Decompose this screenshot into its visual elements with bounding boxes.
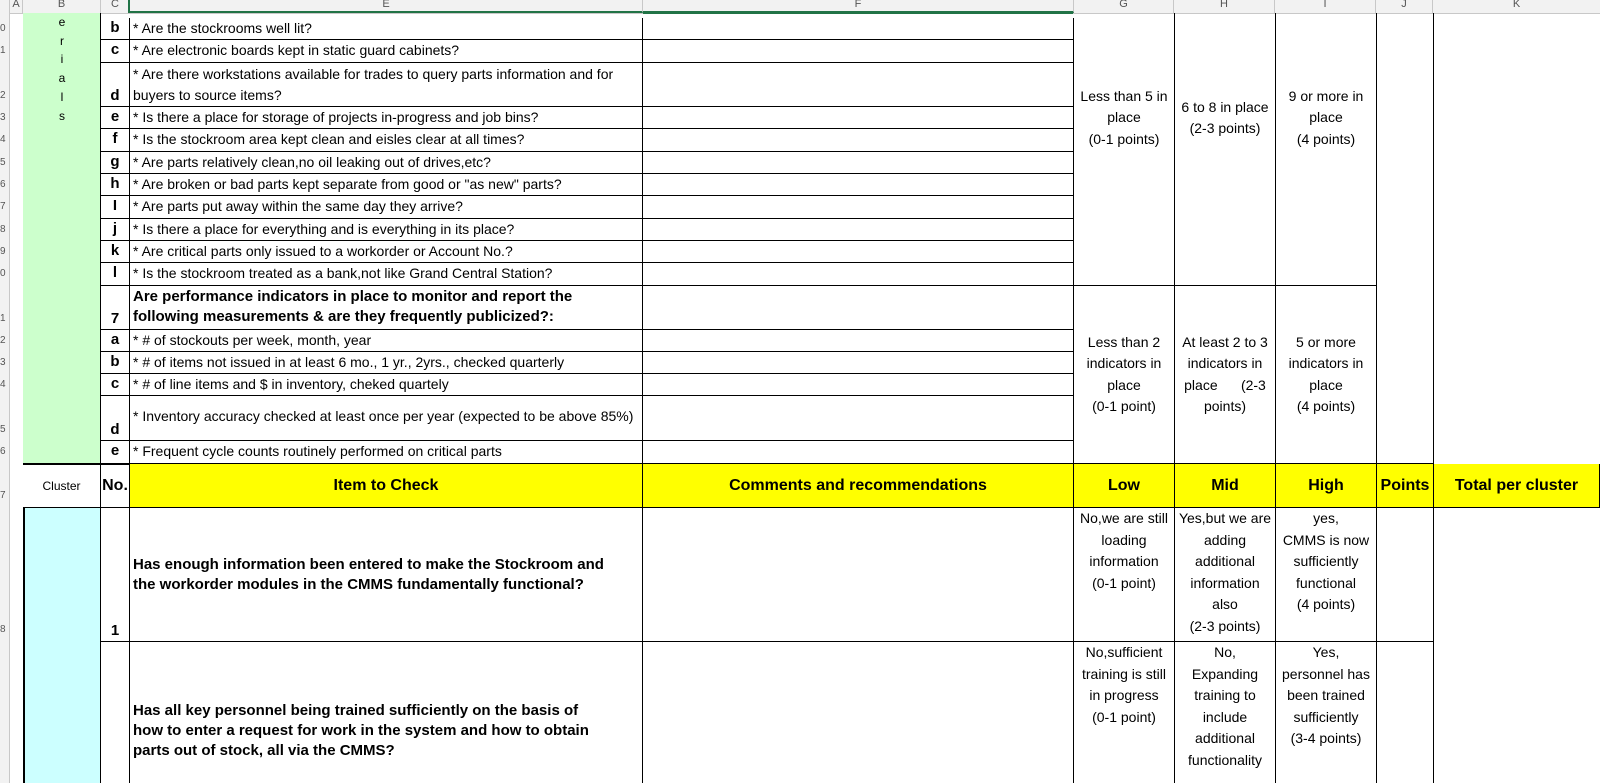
- row-number[interactable]: 4: [0, 135, 6, 145]
- question-line: Has enough information been entered to make the Stockroom and: [133, 555, 604, 573]
- header-total-per-cluster[interactable]: Total per cluster: [1434, 464, 1600, 508]
- item-letter[interactable]: d: [101, 63, 130, 107]
- mid-criteria-cell[interactable]: [1175, 508, 1276, 642]
- item-text[interactable]: * # of line items and $ in inventory, cheked quartely: [130, 374, 643, 396]
- row-number[interactable]: 5: [0, 425, 6, 435]
- criteria-line: points): [1203, 398, 1247, 414]
- column-header-e[interactable]: E: [130, 0, 643, 13]
- row-number[interactable]: 6: [0, 180, 6, 190]
- item-text[interactable]: * # of items not issued in at least 6 mo., 1 yr., 2yrs., checked quarterly: [130, 352, 643, 374]
- points-cell[interactable]: [1377, 642, 1434, 783]
- criteria-line: 9 or more in: [1288, 87, 1364, 104]
- comments-cell[interactable]: [643, 40, 1074, 63]
- row-number[interactable]: 9: [0, 247, 6, 257]
- item-letter[interactable]: l: [101, 263, 130, 286]
- question-line: the workorder modules in the CMMS fundamentally functional?: [133, 575, 584, 593]
- item-letter[interactable]: c: [101, 40, 130, 63]
- criteria-line: Yes,but we are: [1178, 510, 1272, 526]
- item-text[interactable]: * Frequent cycle counts routinely performed on critical parts: [130, 441, 643, 464]
- total-cell[interactable]: [1434, 13, 1600, 464]
- item-letter[interactable]: k: [101, 241, 130, 263]
- criteria-line: Yes,: [1312, 644, 1340, 660]
- column-header-f[interactable]: F: [643, 0, 1074, 13]
- row-number[interactable]: 2: [0, 336, 6, 346]
- criteria-line: (2-3 points): [1189, 617, 1261, 634]
- criteria-line: place: [1107, 109, 1141, 126]
- criteria-line: (0-1 point): [1092, 398, 1156, 414]
- comments-cell[interactable]: [643, 129, 1074, 152]
- mid-criteria-cell[interactable]: [1175, 286, 1276, 464]
- header-points[interactable]: Points: [1377, 464, 1434, 508]
- comments-cell[interactable]: [643, 152, 1074, 174]
- item-text-multiline[interactable]: [130, 63, 643, 107]
- vertical-letter: a: [58, 71, 66, 86]
- column-header-k[interactable]: K: [1433, 0, 1600, 13]
- high-criteria-cell[interactable]: [1276, 508, 1377, 642]
- header-no[interactable]: No.: [101, 464, 130, 508]
- criteria-line: (4 points): [1296, 596, 1356, 612]
- item-letter[interactable]: e: [101, 107, 130, 129]
- criteria-line: No,sufficient: [1085, 644, 1163, 660]
- criteria-line: indicators in: [1288, 355, 1364, 371]
- item-text[interactable]: * Is the stockroom area kept clean and eisles clear at all times?: [130, 129, 643, 152]
- row-number[interactable]: 8: [0, 225, 6, 235]
- item-letter[interactable]: I: [101, 196, 130, 219]
- cms-cluster-cell[interactable]: [23, 508, 101, 783]
- comments-cell[interactable]: [643, 219, 1074, 241]
- item-text[interactable]: * Is the stockroom treated as a bank,not like Grand Central Station?: [130, 263, 643, 286]
- item-letter[interactable]: c: [101, 374, 130, 396]
- question-text[interactable]: [130, 508, 643, 642]
- item-letter[interactable]: h: [101, 174, 130, 196]
- criteria-line: (4 points): [1296, 398, 1356, 414]
- criteria-line: No,we are still: [1080, 510, 1168, 526]
- points-cell[interactable]: [1377, 13, 1434, 464]
- item-text[interactable]: * Are parts relatively clean,no oil leaking out of drives,etc?: [130, 152, 643, 174]
- criteria-line: (3-4 points): [1290, 730, 1362, 746]
- criteria-line: indicators in: [1086, 355, 1162, 371]
- criteria-line: yes,: [1313, 510, 1339, 526]
- comments-cell[interactable]: [643, 508, 1074, 642]
- mid-criteria-cell[interactable]: [1175, 642, 1276, 783]
- header-cluster[interactable]: Cluster: [23, 464, 101, 508]
- points-cell[interactable]: [1377, 508, 1434, 642]
- comments-cell[interactable]: [643, 441, 1074, 464]
- item-letter[interactable]: e: [101, 441, 130, 464]
- item-letter[interactable]: d: [101, 396, 130, 441]
- row-number[interactable]: 0: [0, 269, 6, 279]
- criteria-line: No,: [1214, 644, 1236, 660]
- low-criteria-cell[interactable]: [1074, 508, 1175, 642]
- criteria-line: functional: [1296, 574, 1356, 591]
- row-number[interactable]: 4: [0, 380, 6, 390]
- comments-cell[interactable]: [643, 374, 1074, 396]
- item-text[interactable]: * Is there a place for everything and is everything in its place?: [130, 219, 643, 241]
- criteria-line: additional: [1195, 730, 1255, 746]
- item-letter[interactable]: g: [101, 152, 130, 174]
- row-number[interactable]: 1: [0, 46, 6, 56]
- criteria-line: 5 or more: [1296, 333, 1356, 350]
- criteria-line: (2-3 points): [1189, 120, 1261, 136]
- vertical-letter: l: [60, 89, 64, 104]
- row-number[interactable]: 1: [0, 314, 6, 324]
- column-header-g[interactable]: G: [1074, 0, 1174, 13]
- criteria-line: (4 points): [1296, 130, 1356, 147]
- row-number[interactable]: 8: [0, 625, 6, 635]
- criteria-line: (0-1 point): [1092, 708, 1156, 725]
- header-high[interactable]: High: [1276, 464, 1377, 508]
- row-number[interactable]: 2: [0, 91, 6, 101]
- criteria-line: information: [1190, 574, 1260, 591]
- criteria-line: in progress: [1089, 687, 1159, 703]
- comments-cell[interactable]: [643, 241, 1074, 263]
- question-text[interactable]: [130, 642, 643, 783]
- item-text[interactable]: * Are broken or bad parts kept separate from good or "as new" parts?: [130, 174, 643, 196]
- row-col-corner[interactable]: [0, 0, 10, 13]
- mid-criteria-cell[interactable]: [1175, 13, 1276, 286]
- header-low[interactable]: Low: [1074, 464, 1175, 508]
- item-text-line: * Are there workstations available for trades to query parts information and for: [133, 66, 614, 82]
- column-header-a[interactable]: A: [10, 0, 23, 13]
- criteria-line: sufficiently: [1293, 708, 1359, 725]
- criteria-line: place: [1309, 376, 1343, 393]
- column-header-b[interactable]: B: [23, 0, 101, 13]
- criteria-line: place: [1107, 376, 1141, 393]
- column-header-i[interactable]: I: [1275, 0, 1376, 13]
- criteria-line: CMMS is now: [1282, 531, 1370, 548]
- column-header-c[interactable]: C: [101, 0, 130, 13]
- criteria-line: training is still: [1081, 665, 1167, 682]
- row-number[interactable]: 3: [0, 358, 6, 368]
- high-criteria-cell[interactable]: [1276, 286, 1377, 464]
- item-letter[interactable]: b: [101, 18, 130, 40]
- item-text[interactable]: * Are the stockrooms well lit?: [130, 18, 643, 40]
- vertical-letter: r: [60, 33, 64, 48]
- item-letter[interactable]: j: [101, 219, 130, 241]
- question-line: following measurements & are they frequently publicized?:: [133, 308, 554, 325]
- vertical-letter: e: [58, 15, 66, 29]
- criteria-line: include: [1202, 708, 1248, 725]
- item-text[interactable]: * Is there a place for storage of projects in-progress and job bins?: [130, 107, 643, 129]
- question-number[interactable]: 1: [101, 508, 130, 642]
- item-letter[interactable]: a: [101, 330, 130, 352]
- row-number[interactable]: 7: [0, 202, 6, 212]
- high-criteria-cell[interactable]: [1276, 13, 1377, 286]
- selected-column-marker: [128, 0, 130, 13]
- header-comments[interactable]: Comments and recommendations: [643, 464, 1074, 508]
- materials-vertical-label: [23, 13, 101, 125]
- row-header-bar: [0, 13, 10, 783]
- row-number[interactable]: 7: [0, 491, 6, 501]
- criteria-line: personnel has: [1282, 665, 1370, 682]
- column-header-j[interactable]: J: [1376, 0, 1433, 13]
- criteria-line: been trained: [1287, 687, 1365, 703]
- header-item-to-check[interactable]: Item to Check: [130, 464, 643, 508]
- low-criteria-cell[interactable]: [1074, 642, 1175, 783]
- item-text[interactable]: * Inventory accuracy checked at least once per year (expected to be above 85%): [130, 396, 643, 441]
- criteria-line: loading: [1101, 531, 1147, 548]
- criteria-line: additional: [1195, 553, 1255, 569]
- item-letter[interactable]: b: [101, 352, 130, 374]
- criteria-line: adding: [1203, 531, 1247, 548]
- criteria-line: sufficiently: [1293, 553, 1359, 569]
- criteria-line: information: [1089, 553, 1159, 569]
- row-number[interactable]: 3: [0, 113, 6, 123]
- criteria-line: 6 to 8 in place: [1181, 98, 1269, 115]
- criteria-line: Less than 2: [1087, 333, 1161, 350]
- question-line: how to enter a request for work in the system and how to obtain: [133, 722, 589, 739]
- row-number[interactable]: 0: [0, 24, 6, 34]
- criteria-line: (0-1 points): [1088, 130, 1160, 147]
- question-line: parts out of stock, all via the CMMS?: [133, 742, 395, 759]
- criteria-line: Expanding: [1191, 665, 1259, 682]
- criteria-line: functionality: [1188, 751, 1262, 768]
- vertical-letter: i: [60, 52, 64, 67]
- criteria-line: place: [1309, 109, 1343, 126]
- criteria-line: also: [1212, 596, 1238, 612]
- low-criteria-cell[interactable]: [1074, 13, 1175, 286]
- header-mid[interactable]: Mid: [1175, 464, 1276, 508]
- question-line: Has all key personnel being trained sufficiently on the basis of: [133, 702, 579, 719]
- comments-cell[interactable]: [643, 642, 1074, 783]
- comments-cell[interactable]: [643, 107, 1074, 129]
- item-text[interactable]: * # of stockouts per week, month, year: [130, 330, 643, 352]
- criteria-line: Less than 5 in: [1080, 87, 1168, 104]
- total-cell[interactable]: [1434, 508, 1600, 783]
- question-number[interactable]: [101, 642, 130, 783]
- comments-cell[interactable]: [643, 286, 1074, 330]
- item-text[interactable]: * Are electronic boards kept in static guard cabinets?: [130, 40, 643, 63]
- comments-cell[interactable]: [643, 63, 1074, 107]
- comments-cell[interactable]: [643, 352, 1074, 374]
- row-number[interactable]: 6: [0, 447, 6, 457]
- criteria-line: At least 2 to 3: [1182, 333, 1268, 350]
- criteria-line: indicators in: [1187, 355, 1263, 371]
- comments-cell[interactable]: [643, 18, 1074, 40]
- low-criteria-cell[interactable]: [1074, 286, 1175, 464]
- question-number[interactable]: 7: [101, 286, 130, 330]
- active-cell-border: [643, 12, 1073, 14]
- item-letter[interactable]: f: [101, 129, 130, 152]
- criteria-line: (0-1 point): [1092, 574, 1156, 591]
- comments-cell[interactable]: [643, 263, 1074, 286]
- comments-cell[interactable]: [643, 330, 1074, 352]
- criteria-line: place (2-3: [1184, 376, 1266, 393]
- comments-cell[interactable]: [643, 196, 1074, 219]
- column-header-h[interactable]: H: [1174, 0, 1275, 13]
- item-text-line: buyers to source items?: [133, 87, 282, 103]
- comments-cell[interactable]: [643, 396, 1074, 441]
- criteria-line: training to: [1194, 687, 1256, 703]
- question-text[interactable]: [130, 286, 643, 330]
- item-text[interactable]: * Are critical parts only issued to a workorder or Account No.?: [130, 241, 643, 263]
- question-line: Are performance indicators in place to monitor and report the: [133, 288, 573, 305]
- row-number[interactable]: 5: [0, 158, 6, 168]
- item-text[interactable]: * Are parts put away within the same day they arrive?: [130, 196, 643, 219]
- vertical-letter: s: [59, 108, 65, 123]
- high-criteria-cell[interactable]: [1276, 642, 1377, 783]
- comments-cell[interactable]: [643, 174, 1074, 196]
